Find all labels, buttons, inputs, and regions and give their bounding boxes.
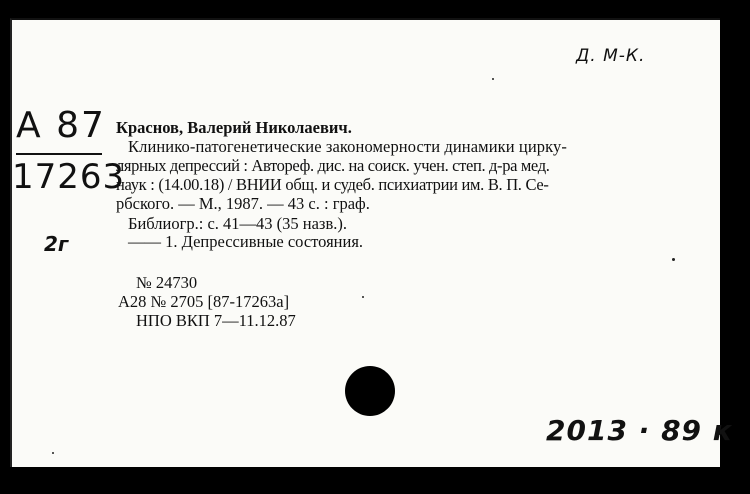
subject-heading: —— 1. Депрессивные состояния. [128,232,364,251]
corner-note: Д. М-К. [576,46,646,66]
catalog-card [10,18,733,467]
shelf-number: А28 № 2705 [87-17263а] [118,292,290,311]
entry-line-1: Клинико-патогенетические закономерности динамики цирку- [128,137,567,156]
author-heading: Краснов, Валерий Николаевич. [116,118,352,137]
footer-mark: 2013 · 89 к [546,414,733,447]
bibliography-note: Библиогр.: с. 41—43 (35 назв.). [128,214,347,233]
shelf-mark-top: А 87 [16,105,106,146]
accession-number: № 24730 [136,273,198,292]
shelf-mark-divider [16,153,102,155]
punched-hole [345,366,395,416]
entry-line-3: наук : (14.00.18) / ВНИИ общ. и судеб. психиатрии им. В. П. Се- [116,175,549,194]
npo-code: НПО ВКП 7—11.12.87 [136,311,296,330]
entry-line-4: рбского. — М., 1987. — 43 с. : граф. [116,194,370,213]
scan-speck [492,78,494,80]
scan-speck [672,258,675,261]
margin-mark: 2г [44,232,69,256]
shelf-mark-bottom: 17263 [12,157,126,197]
entry-line-2: лярных депрессий : Автореф. дис. на соиск. учен. степ. д-ра мед. [116,156,550,175]
scan-speck [52,452,54,454]
scan-speck [362,296,364,298]
